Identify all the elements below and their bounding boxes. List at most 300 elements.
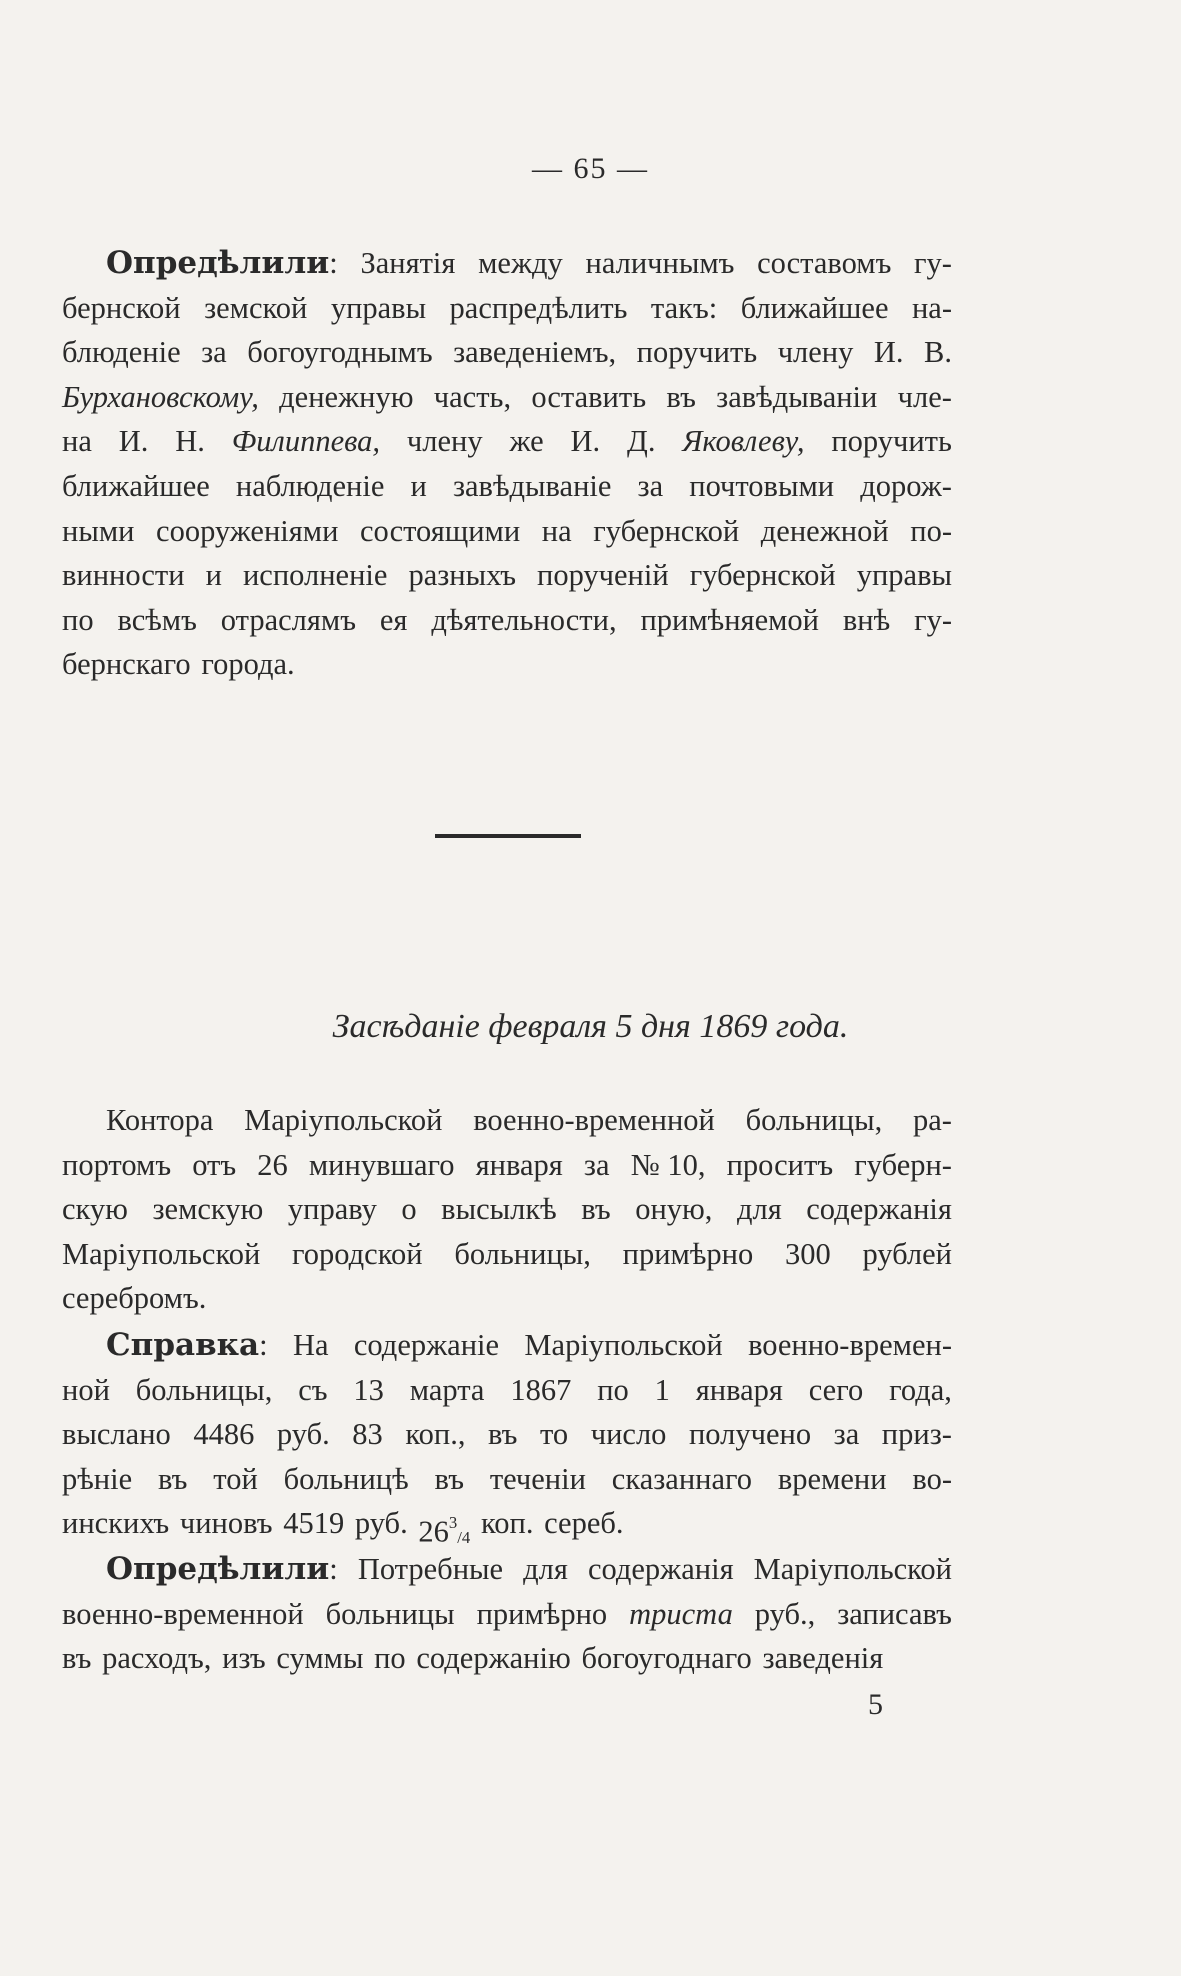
- word-group: [655, 1368, 670, 1413]
- word: военно-временной: [473, 1103, 715, 1137]
- word-group: [276, 1636, 363, 1681]
- word: всѣмъ: [117, 602, 197, 637]
- word-group: [689, 1412, 811, 1457]
- word-group: [523, 1547, 568, 1592]
- word-group: [584, 1143, 610, 1188]
- word: въ: [158, 1461, 188, 1496]
- word: гу-: [914, 602, 952, 637]
- word: И.: [118, 424, 149, 459]
- word: приз-: [881, 1417, 952, 1452]
- word-group: [401, 1187, 416, 1232]
- word: дорож-: [860, 468, 952, 503]
- word: управу: [287, 1192, 377, 1227]
- word: января: [695, 1372, 783, 1407]
- word-group: [898, 375, 952, 420]
- word-group: [236, 464, 384, 509]
- word-group: [477, 1592, 608, 1637]
- word-group: [882, 1412, 952, 1457]
- text-line: [62, 1323, 952, 1368]
- word: по: [374, 1641, 406, 1676]
- word-group: [831, 419, 952, 464]
- word: губернской: [689, 558, 836, 593]
- word-group: [651, 286, 717, 331]
- word: 1: [654, 1372, 670, 1407]
- word: для: [523, 1552, 568, 1586]
- word: Яковлеву,: [682, 424, 805, 459]
- word: рублей: [862, 1236, 952, 1271]
- word: больницы: [325, 1596, 455, 1631]
- word: В.: [924, 335, 952, 370]
- word: 26: [418, 1514, 449, 1549]
- word: расходъ,: [102, 1641, 212, 1676]
- word-group: [193, 1412, 254, 1457]
- word: члену: [406, 424, 483, 459]
- word-group: [247, 330, 432, 375]
- text-line: [62, 464, 952, 509]
- section-divider: [435, 834, 581, 838]
- word-group: [284, 1457, 409, 1502]
- report-paragraph: [62, 1098, 952, 1321]
- word-group: [62, 553, 185, 598]
- word-group: [586, 241, 735, 286]
- word-group: [755, 1592, 815, 1637]
- word: руб.: [276, 1417, 330, 1452]
- text-line: [62, 598, 952, 643]
- text-line: [62, 1368, 952, 1413]
- word: поручить: [636, 335, 758, 370]
- word-group: [488, 1412, 517, 1457]
- word-group: [62, 1143, 171, 1188]
- word-group: [912, 1457, 952, 1502]
- word: содержанія: [806, 1192, 952, 1227]
- word-group: [407, 419, 483, 464]
- word-group: [213, 1457, 258, 1502]
- word: то: [540, 1417, 569, 1452]
- word-group: [581, 1636, 751, 1681]
- text-line: [62, 1187, 952, 1232]
- word: изъ: [222, 1641, 266, 1676]
- text-line: [62, 642, 952, 687]
- word: получено: [688, 1417, 812, 1452]
- word-group: [637, 330, 758, 375]
- word-group: [857, 553, 952, 598]
- page-number: — 65 —: [532, 152, 649, 185]
- word-group: [331, 286, 426, 331]
- word-group: [352, 1412, 383, 1457]
- word-group: [354, 1323, 499, 1368]
- word: число: [590, 1417, 667, 1452]
- word-group: [834, 1412, 860, 1457]
- word-group: [627, 419, 655, 464]
- word: чиновъ: [179, 1506, 273, 1541]
- keyword: Опредѣлили: [106, 1551, 330, 1587]
- word: ными: [62, 513, 135, 548]
- word-group: [914, 598, 952, 643]
- word-group: [612, 1457, 752, 1502]
- word-group: [106, 1323, 268, 1368]
- word-group: [854, 1143, 952, 1188]
- word-group: [924, 330, 952, 375]
- text-line: [62, 1457, 952, 1502]
- word: между: [478, 246, 563, 280]
- word: богоугоднаго: [581, 1641, 752, 1676]
- word: Д.: [627, 424, 656, 459]
- word-group: [748, 1323, 952, 1368]
- word: городской: [292, 1236, 423, 1271]
- word: содержанія: [587, 1552, 734, 1586]
- word-group: [192, 1143, 236, 1188]
- word-group: [380, 598, 408, 643]
- word: руб.: [354, 1506, 408, 1541]
- word: больницы,: [454, 1236, 591, 1271]
- word-group: [326, 1592, 455, 1637]
- word: /4: [457, 1528, 471, 1548]
- word: разныхъ: [408, 558, 516, 593]
- word-group: [910, 509, 952, 554]
- word: наблюденіе: [235, 468, 385, 503]
- word: военно-времен-: [748, 1328, 952, 1362]
- word: для: [736, 1192, 782, 1227]
- word-group: [588, 1547, 734, 1592]
- word: за: [833, 1417, 860, 1452]
- text-line: [62, 286, 952, 331]
- word: управы: [330, 290, 427, 325]
- word: завѣдываніе: [452, 468, 612, 503]
- word: сказаннаго: [611, 1461, 752, 1496]
- word-group: [358, 1547, 503, 1592]
- word-group: [431, 598, 616, 643]
- word: января: [475, 1147, 563, 1182]
- keyword: Опредѣлили: [106, 245, 330, 281]
- word-group: [524, 1323, 722, 1368]
- word-group: [405, 1412, 465, 1457]
- word: блюденіе: [62, 335, 181, 370]
- word-group: [537, 553, 669, 598]
- word: составомъ: [757, 246, 892, 280]
- word-group: [201, 642, 294, 687]
- word: почтовыми: [689, 468, 835, 503]
- word-group: [62, 330, 181, 375]
- word-group: [201, 330, 227, 375]
- word-group: [221, 598, 356, 643]
- word-group: [206, 553, 222, 598]
- word-group: [453, 464, 611, 509]
- word-group: [746, 1098, 883, 1143]
- word: минувшаго: [308, 1147, 455, 1182]
- word: бернской: [62, 290, 181, 325]
- word: портомъ: [62, 1147, 172, 1182]
- word: больницы,: [745, 1103, 883, 1137]
- word-group: [727, 1143, 834, 1188]
- word-group: [106, 1098, 213, 1143]
- word: сооруженіями: [156, 513, 339, 548]
- word-group: [232, 419, 380, 464]
- word: на: [62, 424, 92, 459]
- word: отраслямъ: [220, 602, 356, 637]
- text-line: [62, 1098, 952, 1143]
- word-group: [778, 330, 854, 375]
- reference-paragraph: [62, 1323, 952, 1561]
- text-line: [62, 1232, 952, 1277]
- word-group: [279, 375, 413, 420]
- word-group: [411, 464, 427, 509]
- signature-number: 5: [868, 1688, 883, 1721]
- word-group: [913, 1098, 952, 1143]
- word-group: [277, 1412, 330, 1457]
- word: Контора: [106, 1103, 214, 1137]
- word-group: [889, 1368, 952, 1413]
- text-line: [62, 1636, 952, 1681]
- word: такъ:: [650, 290, 718, 325]
- resolution-paragraph-1: [62, 241, 952, 687]
- word-group: [510, 1368, 571, 1413]
- word: о: [401, 1192, 417, 1227]
- word: земскую: [152, 1192, 264, 1227]
- word-group: [62, 509, 134, 554]
- word: во-: [912, 1461, 952, 1496]
- word: 83: [352, 1417, 383, 1452]
- word-group: [434, 375, 511, 420]
- word: гу-: [914, 246, 952, 280]
- word-group: [509, 419, 543, 464]
- word: выслано: [62, 1417, 171, 1452]
- word-group: [542, 509, 572, 554]
- word: военно-временной: [62, 1596, 304, 1631]
- word: члену: [777, 335, 854, 370]
- word-group: [119, 419, 149, 464]
- word: серебромъ.: [62, 1281, 207, 1316]
- word: примѣрно: [476, 1596, 608, 1631]
- word-group: [62, 598, 94, 643]
- word-group: [360, 509, 520, 554]
- word-group: [757, 241, 891, 286]
- word-group: [156, 509, 338, 554]
- text-line: [62, 1412, 952, 1457]
- word: И.: [873, 335, 904, 370]
- word: Маріупольской: [753, 1552, 952, 1586]
- word: на-: [911, 290, 952, 325]
- text-line: [62, 1592, 952, 1637]
- word: денежной: [760, 513, 889, 548]
- text-line: [62, 330, 952, 375]
- word-group: [243, 553, 387, 598]
- word-group: [785, 1232, 831, 1277]
- word-group: [244, 1098, 442, 1143]
- word-group: [754, 1547, 952, 1592]
- word-group: [531, 375, 646, 420]
- word-group: [593, 509, 739, 554]
- word: содержанію: [416, 1641, 571, 1676]
- word: проситъ: [726, 1147, 834, 1182]
- word-group: [435, 1457, 464, 1502]
- word: 3: [448, 1513, 458, 1533]
- word-group: [860, 464, 952, 509]
- word: и: [205, 558, 222, 593]
- word: по-: [910, 513, 952, 548]
- word: содержаніе: [353, 1328, 500, 1362]
- text-line: [62, 1547, 952, 1592]
- word: города.: [201, 647, 295, 682]
- word-group: [591, 1412, 667, 1457]
- word-group: [635, 1187, 712, 1232]
- word-group: [62, 1636, 91, 1681]
- word: дѣятельности,: [431, 602, 617, 637]
- word-group: [292, 1232, 423, 1277]
- word-group: [353, 1368, 384, 1413]
- word-group: [102, 1636, 211, 1681]
- word: ближайшее: [62, 468, 210, 503]
- keyword: Справка: [106, 1327, 260, 1363]
- word: Маріупольской: [62, 1236, 261, 1271]
- word-group: [761, 509, 889, 554]
- word-group: [682, 419, 804, 464]
- word-group: [288, 1187, 377, 1232]
- word: земской: [204, 290, 308, 325]
- word-group: [914, 241, 952, 286]
- word-group: [490, 1457, 586, 1502]
- word-group: [716, 375, 877, 420]
- word: ной: [62, 1372, 110, 1407]
- word: той: [213, 1461, 258, 1496]
- word: записавъ: [837, 1596, 952, 1631]
- word: Маріупольской: [524, 1328, 723, 1362]
- text-line: [62, 419, 952, 464]
- word: за: [201, 335, 227, 370]
- word: И.: [570, 424, 601, 459]
- word: 4486: [193, 1417, 255, 1452]
- text-line: [62, 553, 952, 598]
- word-group: [597, 1368, 629, 1413]
- word: 4519: [283, 1506, 345, 1541]
- word: теченіи: [489, 1461, 586, 1496]
- word: и: [410, 468, 427, 503]
- word-group: [623, 1232, 754, 1277]
- word: поручить: [831, 424, 952, 459]
- word-group: [374, 1636, 406, 1681]
- word: чле-: [897, 379, 952, 414]
- word: съ: [298, 1372, 328, 1407]
- text-line: [62, 241, 952, 286]
- word: триста: [629, 1596, 733, 1631]
- word-group: [450, 286, 628, 331]
- word-group: [136, 1368, 273, 1413]
- word: состоящими: [360, 513, 521, 548]
- word-group: [478, 241, 563, 286]
- word: оную,: [635, 1192, 713, 1227]
- word-group: [581, 1187, 610, 1232]
- word: 26: [257, 1147, 288, 1182]
- word-group: [631, 1143, 706, 1188]
- word: заведеніемъ,: [453, 335, 617, 370]
- text-line: [62, 375, 952, 420]
- resolution-paragraph-2: [62, 1547, 952, 1681]
- word-group: [360, 241, 455, 286]
- word: въ: [62, 1641, 92, 1676]
- word-group: [837, 1592, 952, 1637]
- word: заведенія: [762, 1641, 884, 1676]
- word: :: [259, 1328, 268, 1362]
- word-group: [540, 1412, 568, 1457]
- word: суммы: [276, 1641, 364, 1676]
- word-group: [408, 553, 516, 598]
- word: въ: [434, 1461, 464, 1496]
- word-group: [62, 1592, 304, 1637]
- word-group: [106, 1547, 338, 1592]
- word-group: [204, 286, 307, 331]
- word: 13: [353, 1372, 384, 1407]
- word: оставить: [531, 379, 647, 414]
- word: внѣ: [842, 602, 891, 637]
- word-group: [153, 1187, 264, 1232]
- word: денежную: [279, 379, 414, 414]
- word: рѣніе: [62, 1461, 133, 1496]
- text-line: [62, 1143, 952, 1188]
- word: Н.: [175, 424, 205, 459]
- word: бернскаго: [62, 647, 191, 682]
- word-group: [62, 286, 181, 331]
- word-group: [62, 1457, 132, 1502]
- word: :: [329, 1552, 338, 1586]
- word: Бурхановскому,: [62, 379, 259, 414]
- word: сереб.: [544, 1506, 624, 1541]
- word: отъ: [192, 1147, 237, 1182]
- word: ра-: [913, 1103, 952, 1137]
- word: губернской: [593, 513, 740, 548]
- word: Потребные: [357, 1552, 504, 1586]
- word-group: [762, 1636, 883, 1681]
- word: винности: [62, 558, 185, 593]
- word: въ: [488, 1417, 518, 1452]
- word-group: [62, 1368, 110, 1413]
- word: за: [583, 1147, 610, 1182]
- word: ближайшее: [740, 290, 889, 325]
- word-group: [309, 1143, 455, 1188]
- word-group: [416, 1636, 570, 1681]
- word-group: [117, 598, 196, 643]
- word: въ: [581, 1192, 611, 1227]
- word: по: [597, 1372, 629, 1407]
- word: на: [541, 513, 572, 548]
- word: за: [637, 468, 664, 503]
- word-group: [809, 1368, 863, 1413]
- word: Филиппева,: [231, 424, 381, 459]
- word-group: [638, 464, 664, 509]
- word: сего: [808, 1372, 864, 1407]
- word-group: [874, 330, 904, 375]
- word: 1867: [510, 1372, 572, 1407]
- word: управы: [856, 558, 952, 593]
- word: года,: [889, 1372, 952, 1407]
- word-group: [473, 1098, 715, 1143]
- word: руб.,: [754, 1596, 816, 1631]
- word: распредѣлить: [449, 290, 628, 325]
- word-group: [257, 1143, 288, 1188]
- word-group: [741, 286, 889, 331]
- word-group: [666, 375, 695, 420]
- word: Маріупольской: [244, 1103, 443, 1137]
- text-line: [62, 509, 952, 554]
- word: завѣдываніи: [716, 379, 878, 414]
- word: наличнымъ: [585, 246, 735, 280]
- word-group: [222, 1636, 266, 1681]
- word-group: [62, 1187, 128, 1232]
- word-group: [806, 1187, 952, 1232]
- word-group: [571, 419, 601, 464]
- word-group: [62, 464, 210, 509]
- word: № 10,: [630, 1147, 706, 1182]
- word-group: [640, 598, 819, 643]
- word: часть,: [433, 379, 512, 414]
